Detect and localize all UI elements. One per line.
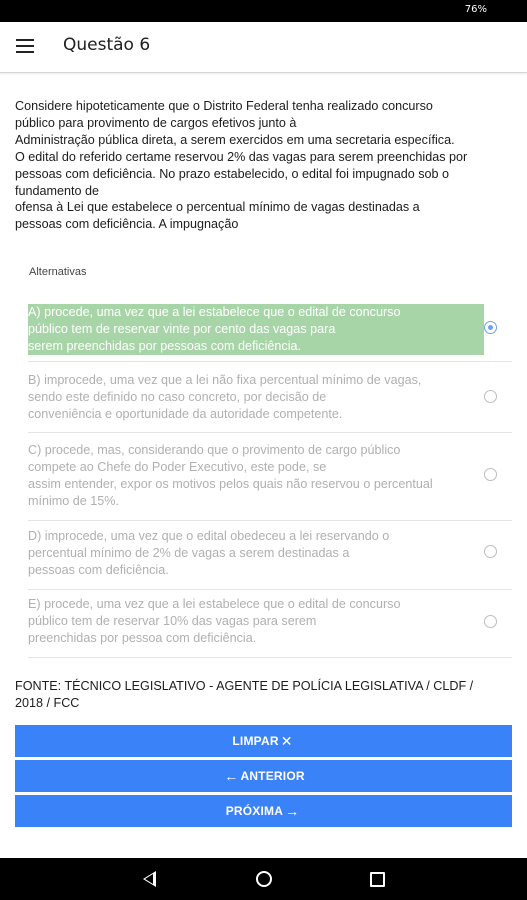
alternative-e-text: E) procede, uma vez que a lei estabelece que o edital de concurso público tem de reservar 10% das vagas para serem preenchidas por pessoa com deficiência. bbox=[28, 597, 401, 645]
radio-alternative-e[interactable] bbox=[484, 615, 497, 628]
app-bar bbox=[0, 22, 527, 73]
back-icon[interactable] bbox=[143, 871, 156, 887]
previous-button-label: ANTERIOR bbox=[240, 769, 305, 783]
question-line: Administração pública direta, a serem exercidos em uma secretaria específica. bbox=[15, 132, 455, 147]
question-line: Considere hipoteticamente que o Distrito Federal tenha realizado concurso bbox=[15, 99, 433, 113]
page-title: Questão 6 bbox=[63, 35, 151, 55]
radio-alternative-a[interactable] bbox=[484, 321, 497, 334]
close-icon: ✕ bbox=[280, 732, 293, 749]
alternative-a[interactable] bbox=[28, 298, 512, 362]
status-bar bbox=[0, 0, 527, 22]
hamburger-menu-icon[interactable] bbox=[16, 39, 34, 53]
battery-level: 76% bbox=[464, 4, 487, 15]
alternative-b[interactable] bbox=[28, 362, 512, 433]
recents-icon[interactable] bbox=[370, 872, 385, 887]
alternative-b-text: B) improcede, uma vez que a lei não fixa percentual mínimo de vagas, sendo este definido no caso concreto, por decisão de conveniência e oportunidade da autoridade competente. bbox=[28, 373, 422, 421]
alternative-a-text: A) procede, uma vez que a lei estabelece que o edital de concurso público tem de reservar vinte por cento das vagas para serem preenchidas por pessoas com deficiência. bbox=[28, 304, 484, 355]
next-button-label: PRÓXIMA bbox=[225, 804, 284, 818]
alternatives-header: Alternativas bbox=[29, 266, 87, 278]
question-source: FONTE: TÉCNICO LEGISLATIVO - AGENTE DE POLÍCIA LEGISLATIVA / CLDF / 2018 / FCC bbox=[15, 679, 474, 710]
clear-button[interactable] bbox=[15, 725, 512, 757]
question-line: pessoas com deficiência. A impugnação bbox=[15, 217, 239, 232]
alternative-d-text: D) improcede, uma vez que o edital obedeceu a lei reservando o percentual mínimo de 2% de vagas a serem destinadas a pessoas com deficiência. bbox=[28, 529, 390, 577]
next-button[interactable] bbox=[15, 795, 512, 827]
clear-button-label: LIMPAR bbox=[232, 734, 279, 748]
radio-alternative-b[interactable] bbox=[484, 390, 497, 403]
question-text bbox=[15, 98, 515, 233]
arrow-right-icon: → bbox=[285, 803, 300, 819]
radio-alternative-c[interactable] bbox=[484, 468, 497, 481]
question-line: público para provimento de cargos efetivos junto à bbox=[15, 115, 297, 130]
alternative-c[interactable] bbox=[28, 433, 512, 521]
question-line: O edital do referido certame reservou 2% das vagas para serem preenchidas por bbox=[15, 149, 468, 164]
alternative-c-text: C) procede, mas, considerando que o provimento de cargo público compete ao Chefe do Poder Executivo, este pode, se assim entender, expor os motivos pelos quais não reservou o percentual mínimo de 15%. bbox=[28, 443, 433, 508]
alternative-d[interactable] bbox=[28, 521, 512, 590]
arrow-left-icon: ← bbox=[224, 768, 239, 784]
alternative-e[interactable] bbox=[28, 590, 512, 658]
system-nav-bar bbox=[0, 858, 527, 900]
question-line: fundamento de bbox=[15, 183, 100, 198]
home-icon[interactable] bbox=[256, 871, 272, 887]
question-line: pessoas com deficiência. No prazo estabelecido, o edital foi impugnado sob o bbox=[15, 166, 450, 181]
previous-button[interactable] bbox=[15, 760, 512, 792]
question-line: ofensa à Lei que estabelece o percentual mínimo de vagas destinadas a bbox=[15, 200, 420, 215]
radio-alternative-d[interactable] bbox=[484, 545, 497, 558]
